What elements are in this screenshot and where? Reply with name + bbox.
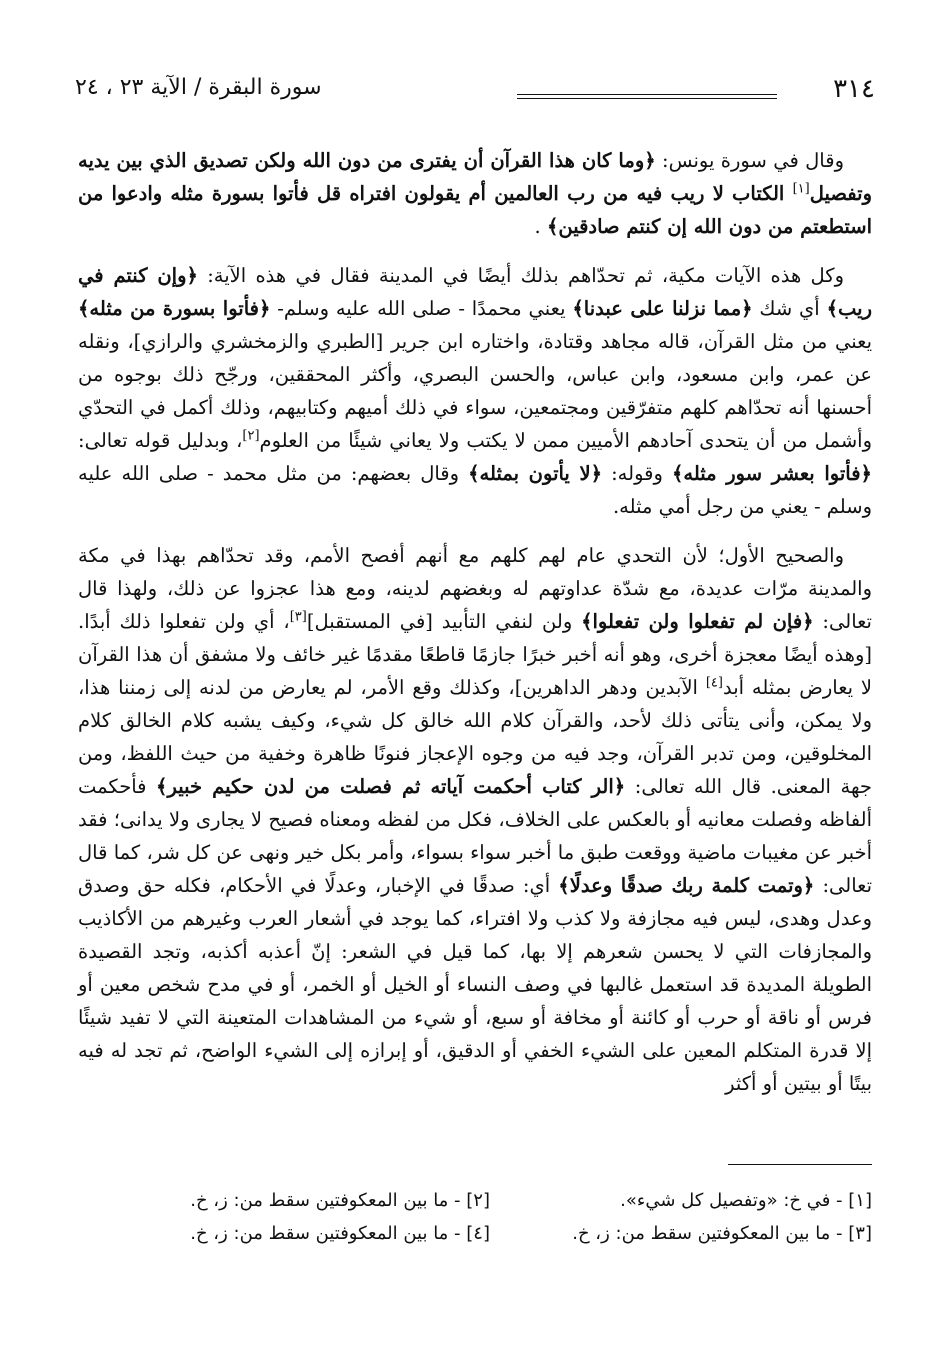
paragraph-3 [78, 539, 872, 1100]
paragraph-2 [78, 259, 872, 523]
text-span: فأحكمت ألفاظه وفصلت معانيه أو بالعكس على الخلاف، فكل من لفظه ومعناه فصيح لا يجارى ولا يدانى؛ فقد أخبر عن مغيبات ماضية ووقعت طبق ما أخبر سواء بسواء، وأمر بكل خير ونهى عن كل شر، كما قال تعالى: [78, 775, 872, 897]
text-span: أي: صدقًا في الإخبار، وعدلًا في الأحكام، فكله حق وصدق وعدل وهدى، ليس فيه مجازفة ولا كذب ولا افتراء، كما يوجد في أشعار العرب وغيرهم من الأكاذيب والمجازفات التي لا يحسن شعرهم إلا بها، كما قيل في الشعر: إنّ أعذبه أكذبه، وتجد القصيدة الطويلة المديدة قد استعمل غالبها في وصف النساء أو الخيل أو الخمر، أو في مدح شخص معين أو فرس أو ناقة أو حرب أو كائنة أو مخافة أو سبع، أو شيء من المشاهدات المتعينة التي لا تفيد شيئًا إلا قدرة المتكلم المعين على الشيء الخفي أو الدقيق، أو إبرازه إلى الشيء الواضح، ثم تجد له فيه بيتًا أو بيتين أو أكثر [78, 874, 872, 1095]
footnote-row [108, 1184, 872, 1217]
quran-quote: ﴿لا يأتون بمثله﴾ [468, 462, 603, 485]
footnote-row [108, 1217, 872, 1250]
quran-quote: ﴿وما كان هذا القرآن أن يفترى من دون الله ولكن تصديق الذي بين يديه وتفصيل [78, 149, 872, 205]
footnote-text: - في خ: «وتفصيل كل شيء». [620, 1190, 849, 1211]
footnote-ref: [٤] [705, 675, 723, 691]
footnote-text: - ما بين المعكوفتين سقط من: ز، خ. [190, 1223, 467, 1244]
page-number: ٣١٤ [833, 74, 875, 104]
footnote-1 [490, 1184, 872, 1217]
running-title: سورة البقرة / الآية ٢٣ ، ٢٤ [75, 75, 322, 100]
footnote-3 [490, 1217, 872, 1250]
text-span: الآبدين ودهر الداهرين]، وكذلك وقع الأمر، لم يعارض من لدنه إلى زمننا هذا، ولا يمكن، وأنى يتأتى ذلك لأحد، والقرآن كلام الله خالق كل شيء، وكيف يشبه كلام الخالق كلام المخلوقين، ومن تدبر القرآن، وجد فيه من وجوه الإعجاز فنونًا ظاهرة وخفية من حيث اللفظ، ومن جهة المعنى. قال الله تعالى: [78, 676, 872, 798]
footnotes [108, 1184, 872, 1250]
quran-quote: ﴿الر كتاب أحكمت آياته ثم فصلت من لدن حكيم خبير﴾ [156, 775, 626, 798]
page-header [75, 72, 875, 112]
footnote-ref: [١] [792, 181, 810, 197]
header-rule [517, 94, 777, 99]
text-span: وقوله: [602, 462, 672, 485]
footnote-ref: [٢] [242, 428, 260, 444]
text-span: ولن لنفي التأبيد [في المستقبل] [306, 610, 582, 633]
text-span: ، وبدليل قوله تعالى: [78, 429, 243, 452]
text-span: والصحيح الأول؛ لأن التحدي عام لهم كلهم مع أنهم أفصح الأمم، وقد تحدّاهم بهذا في مكة والمدينة مرّات عديدة، مع شدّة عداوتهم له وبغضهم لدينه، ومع هذا عجزوا عن ذلك، ولهذا قال تعالى: [78, 544, 872, 633]
text-span: وكل هذه الآيات مكية، ثم تحدّاهم بذلك أيضًا في المدينة فقال في هذه الآية: [197, 264, 844, 287]
quran-quote: الكتاب لا ريب فيه من رب العالمين أم يقولون افتراه قل فأتوا بسورة مثله وادعوا من استطعتم من دون الله إن كنتم صادقين﴾ [78, 182, 872, 238]
footnote-2 [108, 1184, 490, 1217]
text-span: يعني من مثل القرآن، قاله مجاهد وقتادة، واختاره ابن جرير [الطبري والزمخشري والرازي]، ونقله عن عمر، وابن مسعود، وابن عباس، والحسن البصري، وأكثر المحققين، ورجّح ذلك بوجوه من أحسنها أنه تحدّاهم كلهم متفرّقين ومجتمعين، سواء في ذلك أميهم وكتابيهم، وذلك أكمل في التحدّي وأشمل من أن يتحدى آحادهم الأميين ممن لا يكتب ولا يعاني شيئًا من العلوم [78, 330, 872, 452]
text-span: أي شك [752, 297, 827, 320]
quran-quote: ﴿مما نزلنا على عبدنا﴾ [572, 297, 753, 320]
quran-quote: ﴿فإن لم تفعلوا ولن تفعلوا﴾ [581, 610, 814, 633]
footnote-rule [728, 1164, 872, 1165]
footnote-ref: [٣] [289, 609, 307, 625]
footnote-number: [١] [848, 1190, 872, 1211]
text-span: . [534, 215, 547, 238]
quran-quote: ﴿وتمت كلمة ربك صدقًا وعدلًا﴾ [558, 874, 815, 897]
footnote-text: - ما بين المعكوفتين سقط من: ز، خ. [572, 1223, 849, 1244]
paragraph-1 [78, 144, 872, 243]
footnote-number: [٤] [466, 1223, 490, 1244]
footnote-number: [٣] [848, 1223, 872, 1244]
footnote-number: [٢] [466, 1190, 490, 1211]
body-text [78, 144, 872, 1112]
text-span: وقال بعضهم: من مثل محمد - صلى الله عليه وسلم - يعني من رجل أمي مثله. [78, 462, 872, 518]
text-span: وقال في سورة يونس: [655, 149, 844, 172]
text-span: يعني محمدًا - صلى الله عليه وسلم- [270, 297, 573, 320]
quran-quote: ﴿فأتوا بسورة من مثله﴾ [78, 297, 271, 320]
quran-quote: ﴿وإن كنتم في ريب﴾ [78, 264, 872, 320]
footnote-4 [108, 1217, 490, 1250]
footnote-text: - ما بين المعكوفتين سقط من: ز، خ. [190, 1190, 467, 1211]
text-span: ، أي ولن تفعلوا ذلك أبدًا. [وهذه أيضًا معجزة أخرى، وهو أنه أخبر خبرًا جازمًا قاطعًا مقدمًا غير خائف ولا مشفق أن هذا القرآن لا يعارض بمثله أبد [78, 610, 873, 699]
quran-quote: ﴿فأتوا بعشر سور مثله﴾ [671, 462, 872, 485]
